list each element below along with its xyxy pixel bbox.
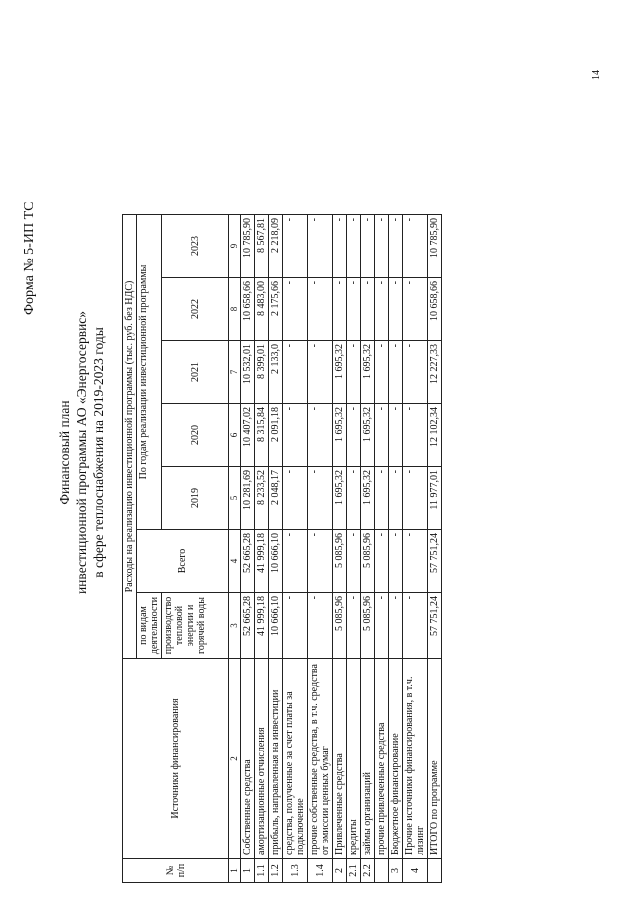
year-2021-value: 1 695,32 xyxy=(333,341,347,404)
year-2022-value: - xyxy=(361,278,375,341)
total-value: 57 751,24 xyxy=(428,530,442,593)
table-row xyxy=(403,215,428,883)
source-name: займы организаций xyxy=(361,659,375,859)
source-name: прибыль, направленная на инвестиции xyxy=(269,659,283,859)
year-2019-value: - xyxy=(347,467,361,530)
header-by-activity: по видам деятельности xyxy=(137,593,162,659)
table-row xyxy=(283,215,308,883)
year-2022-value: - xyxy=(389,278,403,341)
header-no: № п/п xyxy=(123,859,229,883)
source-name: прочие привлеченные средства xyxy=(375,659,389,859)
table-row xyxy=(333,215,347,883)
heat-value: 5 085,96 xyxy=(361,593,375,659)
source-name: Собственные средства xyxy=(241,659,255,859)
year-2023-value: - xyxy=(403,215,428,278)
year-2020-value: - xyxy=(308,404,333,467)
year-2022-value: - xyxy=(403,278,428,341)
year-2020-value: 10 407,02 xyxy=(241,404,255,467)
total-value: 5 085,96 xyxy=(333,530,347,593)
year-2021-value: - xyxy=(283,341,308,404)
heat-value: - xyxy=(347,593,361,659)
header-expenses: Расходы на реализацию инвестиционной программы (тыс. руб. без НДС) xyxy=(123,215,137,659)
heat-value: - xyxy=(389,593,403,659)
year-2020-value: - xyxy=(403,404,428,467)
heat-value: 41 999,18 xyxy=(255,593,269,659)
source-name: Прочие источники финансирования, в т.ч. лизинг xyxy=(403,659,428,859)
year-2019-value: 8 233,52 xyxy=(255,467,269,530)
heat-value: 57 751,24 xyxy=(428,593,442,659)
year-2022-value: - xyxy=(375,278,389,341)
heat-value: - xyxy=(308,593,333,659)
header-year-2023: 2023 xyxy=(162,215,229,278)
year-2022-value: 2 175,66 xyxy=(269,278,283,341)
index-cell: 3 xyxy=(229,593,241,659)
heat-value: 10 666,10 xyxy=(269,593,283,659)
total-value: - xyxy=(308,530,333,593)
year-2021-value: 10 532,01 xyxy=(241,341,255,404)
year-2019-value: 2 048,17 xyxy=(269,467,283,530)
total-value: 10 666,10 xyxy=(269,530,283,593)
index-cell: 4 xyxy=(229,530,241,593)
header-year-2019: 2019 xyxy=(162,467,229,530)
year-2023-value: 10 785,90 xyxy=(428,215,442,278)
row-number: 1.1 xyxy=(255,859,269,883)
total-value: 52 665,28 xyxy=(241,530,255,593)
year-2023-value: - xyxy=(375,215,389,278)
year-2019-value: - xyxy=(403,467,428,530)
table-row xyxy=(428,215,442,883)
year-2023-value: - xyxy=(308,215,333,278)
row-number xyxy=(375,859,389,883)
row-number: 2 xyxy=(333,859,347,883)
source-name: кредиты xyxy=(347,659,361,859)
heat-value: - xyxy=(283,593,308,659)
source-name: Бюджетное финансирование xyxy=(389,659,403,859)
year-2020-value: - xyxy=(283,404,308,467)
table-row xyxy=(308,215,333,883)
year-2023-value: - xyxy=(361,215,375,278)
header-year-2020: 2020 xyxy=(162,404,229,467)
index-cell: 2 xyxy=(229,659,241,859)
row-number: 1 xyxy=(241,859,255,883)
heat-value: - xyxy=(403,593,428,659)
year-2023-value: - xyxy=(389,215,403,278)
total-value: 5 085,96 xyxy=(361,530,375,593)
year-2022-value: - xyxy=(308,278,333,341)
year-2022-value: - xyxy=(347,278,361,341)
header-year-2022: 2022 xyxy=(162,278,229,341)
heat-value: - xyxy=(375,593,389,659)
year-2022-value: - xyxy=(283,278,308,341)
row-number: 4 xyxy=(403,859,428,883)
page-number: 14 xyxy=(591,70,602,80)
year-2019-value: - xyxy=(308,467,333,530)
table-row xyxy=(347,215,361,883)
source-name: средства, полученные за счет платы за подключение xyxy=(283,659,308,859)
total-value: - xyxy=(347,530,361,593)
year-2020-value: 8 315,84 xyxy=(255,404,269,467)
year-2022-value: 10 658,66 xyxy=(241,278,255,341)
year-2021-value: - xyxy=(308,341,333,404)
row-number: 3 xyxy=(389,859,403,883)
title-line-3: в сфере теплоснабжения на 2019-2023 годы xyxy=(91,327,106,578)
year-2020-value: 1 695,32 xyxy=(333,404,347,467)
year-2023-value: 10 785,90 xyxy=(241,215,255,278)
year-2020-value: - xyxy=(375,404,389,467)
year-2021-value: - xyxy=(389,341,403,404)
year-2021-value: 2 133,0 xyxy=(269,341,283,404)
form-label: Форма № 5-ИП ТС xyxy=(22,201,37,315)
year-2022-value: 10 658,66 xyxy=(428,278,442,341)
table-row xyxy=(255,215,269,883)
year-2023-value: 2 218,09 xyxy=(269,215,283,278)
row-number: 1.4 xyxy=(308,859,333,883)
year-2022-value: - xyxy=(333,278,347,341)
source-name: Привлеченные средства xyxy=(333,659,347,859)
title-line-1: Финансовый план xyxy=(57,400,72,505)
total-value: - xyxy=(389,530,403,593)
year-2020-value: - xyxy=(389,404,403,467)
year-2019-value: - xyxy=(283,467,308,530)
row-number xyxy=(428,859,442,883)
total-value: 41 999,18 xyxy=(255,530,269,593)
header-source: Источники финансирования xyxy=(123,659,229,859)
source-name: прочие собственные средства, в т.ч. средства от эмиссии ценных бумаг xyxy=(308,659,333,859)
row-number: 2.2 xyxy=(361,859,375,883)
index-cell: 6 xyxy=(229,404,241,467)
index-cell: 7 xyxy=(229,341,241,404)
header-year-2021: 2021 xyxy=(162,341,229,404)
table-row xyxy=(361,215,375,883)
index-cell: 5 xyxy=(229,467,241,530)
total-value: - xyxy=(403,530,428,593)
index-cell: 9 xyxy=(229,215,241,278)
column-index-row xyxy=(229,215,241,883)
row-number: 2.1 xyxy=(347,859,361,883)
year-2023-value: 8 567,81 xyxy=(255,215,269,278)
year-2022-value: 8 483,00 xyxy=(255,278,269,341)
year-2020-value: - xyxy=(347,404,361,467)
row-number: 1.2 xyxy=(269,859,283,883)
table-row xyxy=(241,215,255,883)
source-name: ИТОГО по программе xyxy=(428,659,442,859)
table-body xyxy=(241,215,442,883)
source-name: амортизационные отчисления xyxy=(255,659,269,859)
year-2019-value: - xyxy=(389,467,403,530)
year-2019-value: 1 695,32 xyxy=(333,467,347,530)
year-2023-value: - xyxy=(347,215,361,278)
total-value: - xyxy=(375,530,389,593)
document-title xyxy=(56,0,107,905)
year-2019-value: 1 695,32 xyxy=(361,467,375,530)
financial-plan-table xyxy=(122,214,442,883)
header-by-year: По годам реализации инвестиционной программы xyxy=(137,215,162,530)
year-2021-value: 12 227,33 xyxy=(428,341,442,404)
header-total: Всего xyxy=(137,530,229,593)
index-cell: 8 xyxy=(229,278,241,341)
year-2021-value: - xyxy=(375,341,389,404)
title-line-2: инвестиционной программы АО «Энергосервис» xyxy=(74,310,89,595)
year-2020-value: 2 091,18 xyxy=(269,404,283,467)
year-2019-value: - xyxy=(375,467,389,530)
year-2021-value: - xyxy=(347,341,361,404)
year-2019-value: 11 977,01 xyxy=(428,467,442,530)
table-row xyxy=(375,215,389,883)
year-2023-value: - xyxy=(333,215,347,278)
row-number: 1.3 xyxy=(283,859,308,883)
year-2020-value: 1 695,32 xyxy=(361,404,375,467)
header-heat: производство тепловой энергии и горячей воды xyxy=(162,593,229,659)
heat-value: 52 665,28 xyxy=(241,593,255,659)
year-2023-value: - xyxy=(283,215,308,278)
year-2021-value: 8 399,01 xyxy=(255,341,269,404)
table-row xyxy=(389,215,403,883)
year-2019-value: 10 281,69 xyxy=(241,467,255,530)
heat-value: 5 085,96 xyxy=(333,593,347,659)
table-row xyxy=(269,215,283,883)
index-cell: 1 xyxy=(229,859,241,883)
year-2021-value: - xyxy=(403,341,428,404)
year-2020-value: 12 102,34 xyxy=(428,404,442,467)
total-value: - xyxy=(283,530,308,593)
year-2021-value: 1 695,32 xyxy=(361,341,375,404)
